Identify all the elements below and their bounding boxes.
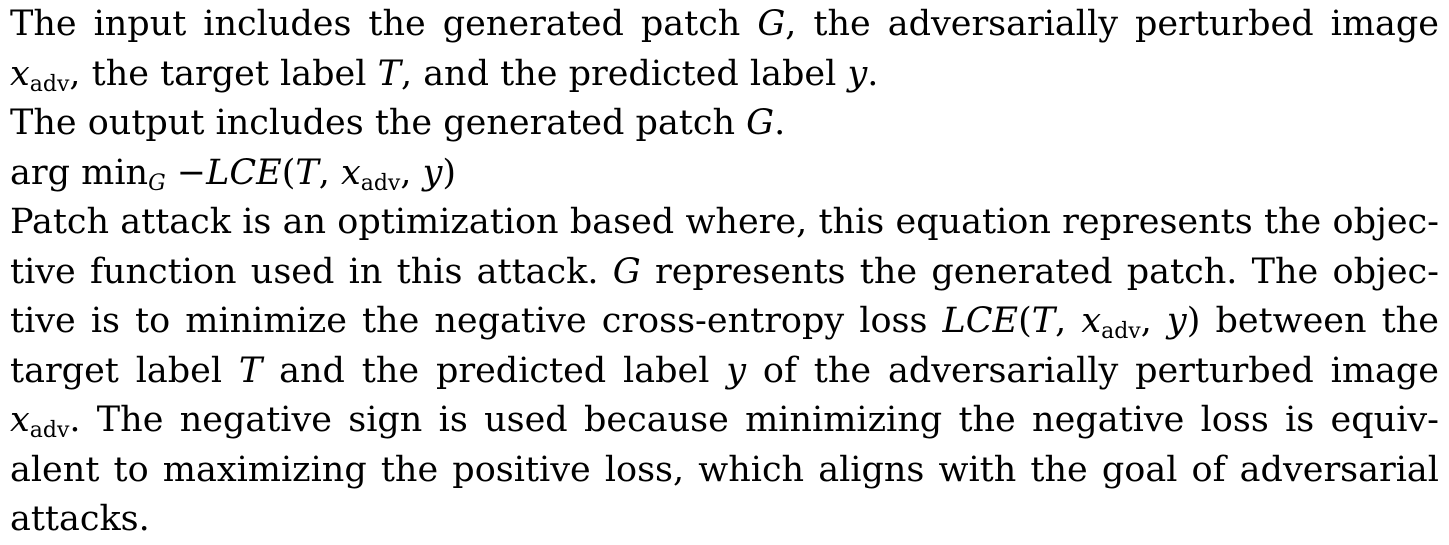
- symbol-T: T: [377, 53, 401, 94]
- argmin-operator: arg min: [10, 152, 149, 193]
- text-span: [942, 301, 1201, 344]
- explanation-line-1: [10, 198, 1439, 248]
- text-span: . The negative sign is used because minimizing the negative loss is equiv-: [69, 400, 1439, 440]
- symbol-G: G: [746, 103, 775, 143]
- text-span: tive function used in this attack.: [10, 251, 599, 292]
- explanation-line-6: [10, 446, 1439, 496]
- text-span: .: [774, 103, 786, 143]
- text-span: ,: [400, 152, 423, 193]
- objective-equation: [10, 149, 1439, 199]
- text-span: (: [281, 152, 296, 193]
- text-span: [10, 400, 1439, 443]
- symbol-x: x: [10, 53, 30, 94]
- text-span: ): [442, 152, 457, 193]
- text-span: represents the generated patch. The objec-: [654, 251, 1439, 292]
- text-span: adv: [1101, 319, 1141, 344]
- text-span: y: [726, 350, 747, 391]
- output-description-line: [10, 99, 1439, 149]
- text-span: attacks.: [10, 499, 150, 539]
- text-span: The input includes the generated patch: [10, 4, 741, 44]
- input-description-line-2: [10, 50, 1439, 100]
- text-span: of the adversarially perturbed image: [762, 350, 1439, 391]
- subscript-G: G: [148, 170, 166, 196]
- text-span: tive is to minimize the negative cross-entropy loss: [10, 301, 928, 341]
- text-span: T: [238, 350, 263, 391]
- text-span: ,: [1140, 301, 1167, 341]
- text-span: G: [612, 251, 641, 292]
- text-span: , and the predicted label: [400, 53, 837, 94]
- explanation-line-7: [10, 495, 1439, 545]
- text-span: .: [867, 53, 879, 94]
- text-span: alent to maximizing the positive loss, which aligns with the goal of adversarial: [10, 449, 1439, 490]
- text-span: adv: [29, 418, 70, 443]
- text-span: Patch attack is an optimization based where, this equation represents the objec-: [10, 202, 1439, 242]
- text-span: y: [422, 152, 443, 193]
- text-span: and the predicted label: [279, 350, 710, 391]
- text-span: target label: [10, 350, 223, 391]
- text-span: LCE: [942, 301, 1019, 341]
- text-span: T: [295, 152, 319, 193]
- text-span: ,: [318, 152, 341, 193]
- explanation-line-5: [10, 396, 1439, 446]
- input-description-line-1: [10, 0, 1439, 50]
- text-span: The output includes the generated patch: [10, 103, 736, 143]
- text-span: (: [1018, 301, 1032, 341]
- minus-sign: −: [176, 152, 207, 193]
- text-span: T: [1031, 301, 1056, 341]
- text-span: ,: [1055, 301, 1082, 341]
- explanation-line-2: [10, 248, 1439, 298]
- text-span: x: [1081, 301, 1102, 341]
- text-span: x: [10, 400, 30, 440]
- text-span: between the: [1215, 301, 1439, 341]
- text-span: ): [1186, 301, 1201, 341]
- explanation-line-4: [10, 347, 1439, 397]
- text-span: , the target label: [69, 53, 367, 94]
- text-span: adv: [360, 170, 401, 196]
- explanation-line-3: [10, 297, 1439, 347]
- text-span: y: [1166, 301, 1187, 341]
- lce-symbol: LCE: [206, 152, 282, 193]
- text-span: x: [340, 152, 361, 193]
- subscript-adv: adv: [29, 71, 70, 97]
- symbol-G: G: [757, 4, 786, 44]
- symbol-y: y: [847, 53, 868, 94]
- text-span: , the adversarially perturbed image: [785, 4, 1439, 44]
